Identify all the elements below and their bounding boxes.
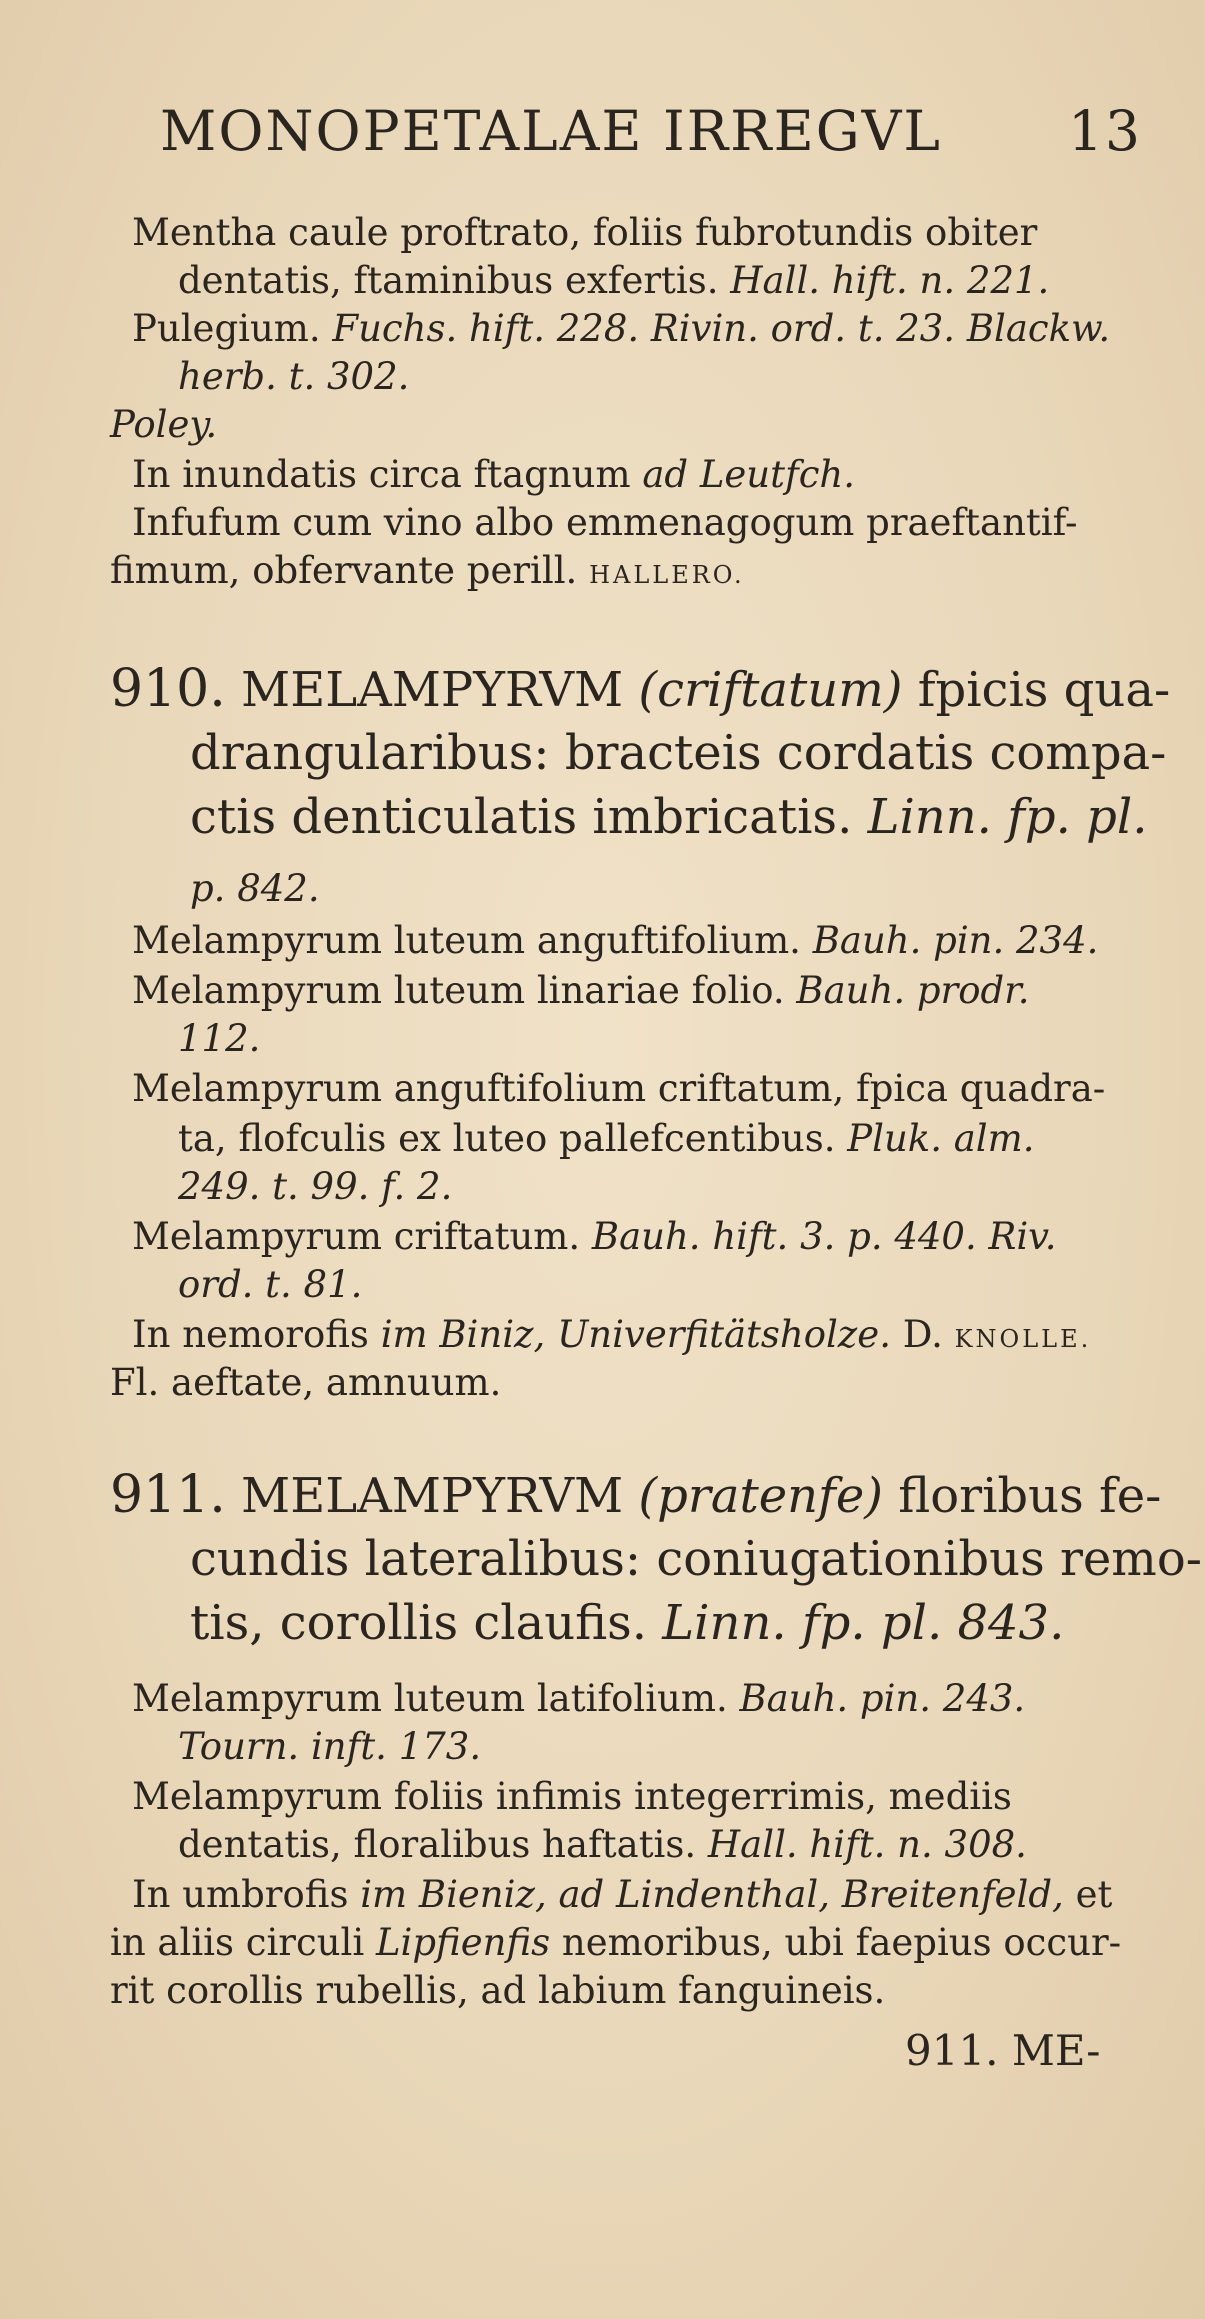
citation: 249. t. 99. f. 2. xyxy=(178,1165,453,1208)
locality: rit corollis rubellis, ad labium fanguineis. xyxy=(110,1969,886,2012)
synonym: Melampyrum anguftifolium criftatum, fpica quadra- xyxy=(132,1067,1106,1110)
diagnosis: tis, corollis claufis. Linn. fp. pl. 843. xyxy=(190,1595,1065,1651)
synonym: ta, flofculis ex luteo pallefcentibus. Pluk. alm. xyxy=(178,1117,1035,1160)
citation: Bauh. prodr. xyxy=(796,969,1030,1012)
page-number: 13 xyxy=(1068,99,1142,163)
locality: In umbrofis im Bieniz, ad Lindenthal, Breitenfeld, et xyxy=(132,1873,1113,1916)
citation: Bauh. pin. 234. xyxy=(812,919,1099,962)
synonym: Melampyrum luteum linariae folio. Bauh. prodr. xyxy=(132,969,1030,1012)
citation: Pluk. alm. xyxy=(847,1117,1035,1160)
synonym: Melampyrum criftatum. Bauh. hift. 3. p. 440. Riv. xyxy=(132,1215,1057,1258)
citation: Hall. hift. n. 221. xyxy=(730,259,1050,302)
genus-name: MELAMPYRVM xyxy=(241,662,624,718)
synonym: Melampyrum luteum latifolium. Bauh. pin. 243. xyxy=(132,1677,1026,1720)
citation: Lipfienfis xyxy=(375,1921,551,1964)
entry-number: 911. xyxy=(110,1465,226,1525)
diagnosis: drangularibus: bracteis cordatis compa- xyxy=(190,725,1167,781)
catchword: 911. ME- xyxy=(905,2026,1101,2075)
citation: ord. t. 81. xyxy=(178,1263,363,1306)
flowering-time: Fl. aeftate, amnuum. xyxy=(110,1361,502,1404)
synonym: Pulegium. Fuchs. hift. 228. Rivin. ord. t. 23. Blackw. xyxy=(132,307,1111,350)
synonym: Melampyrum foliis infimis integerrimis, mediis xyxy=(132,1775,1012,1818)
citation: im Biniz, Univerfitätsholze. xyxy=(380,1313,891,1356)
genus-name: MELAMPYRVM xyxy=(241,1468,624,1524)
citation: im Bieniz, ad Lindenthal, Breitenfeld, xyxy=(360,1873,1064,1916)
entry-text: fimum, obfervante perill. HALLERO. xyxy=(110,549,745,592)
diagnosis: ctis denticulatis imbricatis. Linn. fp. pl. xyxy=(190,789,1148,845)
species-epithet: (pratenfe) xyxy=(638,1468,883,1524)
running-title: MONOPETALAE IRREGVL xyxy=(160,99,942,163)
entry-text: dentatis, ftaminibus exfertis. Hall. hift. n. 221. xyxy=(178,259,1050,302)
author-name: HALLERO. xyxy=(589,561,745,589)
citation: Hall. hift. n. 308. xyxy=(707,1823,1027,1866)
entry-number: 910. xyxy=(110,659,226,719)
entry-text: Infufum cum vino albo emmenagogum praeftantif- xyxy=(132,501,1078,544)
locality: In nemorofis im Biniz, Univerfitätsholze. D. KNOLLE. xyxy=(132,1313,1092,1356)
citation: 112. xyxy=(178,1017,261,1060)
species-epithet: (criftatum) xyxy=(638,662,903,718)
species-heading: 910. MELAMPYRVM (criftatum) fpicis qua- xyxy=(110,659,1171,719)
citation: Fuchs. hift. 228. Rivin. ord. t. 23. Blackw. xyxy=(332,307,1111,350)
citation: ad Leutfch. xyxy=(642,453,856,496)
synonym: Melampyrum luteum anguftifolium. Bauh. pin. 234. xyxy=(132,919,1099,962)
citation: Linn. fp. pl. xyxy=(867,789,1148,845)
synonym: dentatis, floralibus haftatis. Hall. hift. n. 308. xyxy=(178,1823,1027,1866)
citation: Linn. fp. pl. 843. xyxy=(662,1595,1065,1651)
common-name: Poley. xyxy=(110,403,218,446)
citation: Bauh. hift. 3. p. 440. Riv. xyxy=(591,1215,1057,1258)
citation: Tourn. inft. 173. xyxy=(178,1725,482,1768)
citation: p. 842. xyxy=(190,867,320,910)
diagnosis: cundis lateralibus: coniugationibus remo- xyxy=(190,1531,1202,1587)
citation: Bauh. pin. 243. xyxy=(739,1677,1026,1720)
entry-text: Mentha caule proftrato, foliis fubrotundis obiter xyxy=(132,211,1038,254)
locality: In inundatis circa ftagnum ad Leutfch. xyxy=(132,453,856,496)
species-heading: 911. MELAMPYRVM (pratenfe) floribus fe- xyxy=(110,1465,1162,1525)
citation: herb. t. 302. xyxy=(178,355,410,398)
author-name: KNOLLE. xyxy=(954,1325,1092,1353)
locality: in aliis circuli Lipfienfis nemoribus, ubi faepius occur- xyxy=(110,1921,1122,1964)
